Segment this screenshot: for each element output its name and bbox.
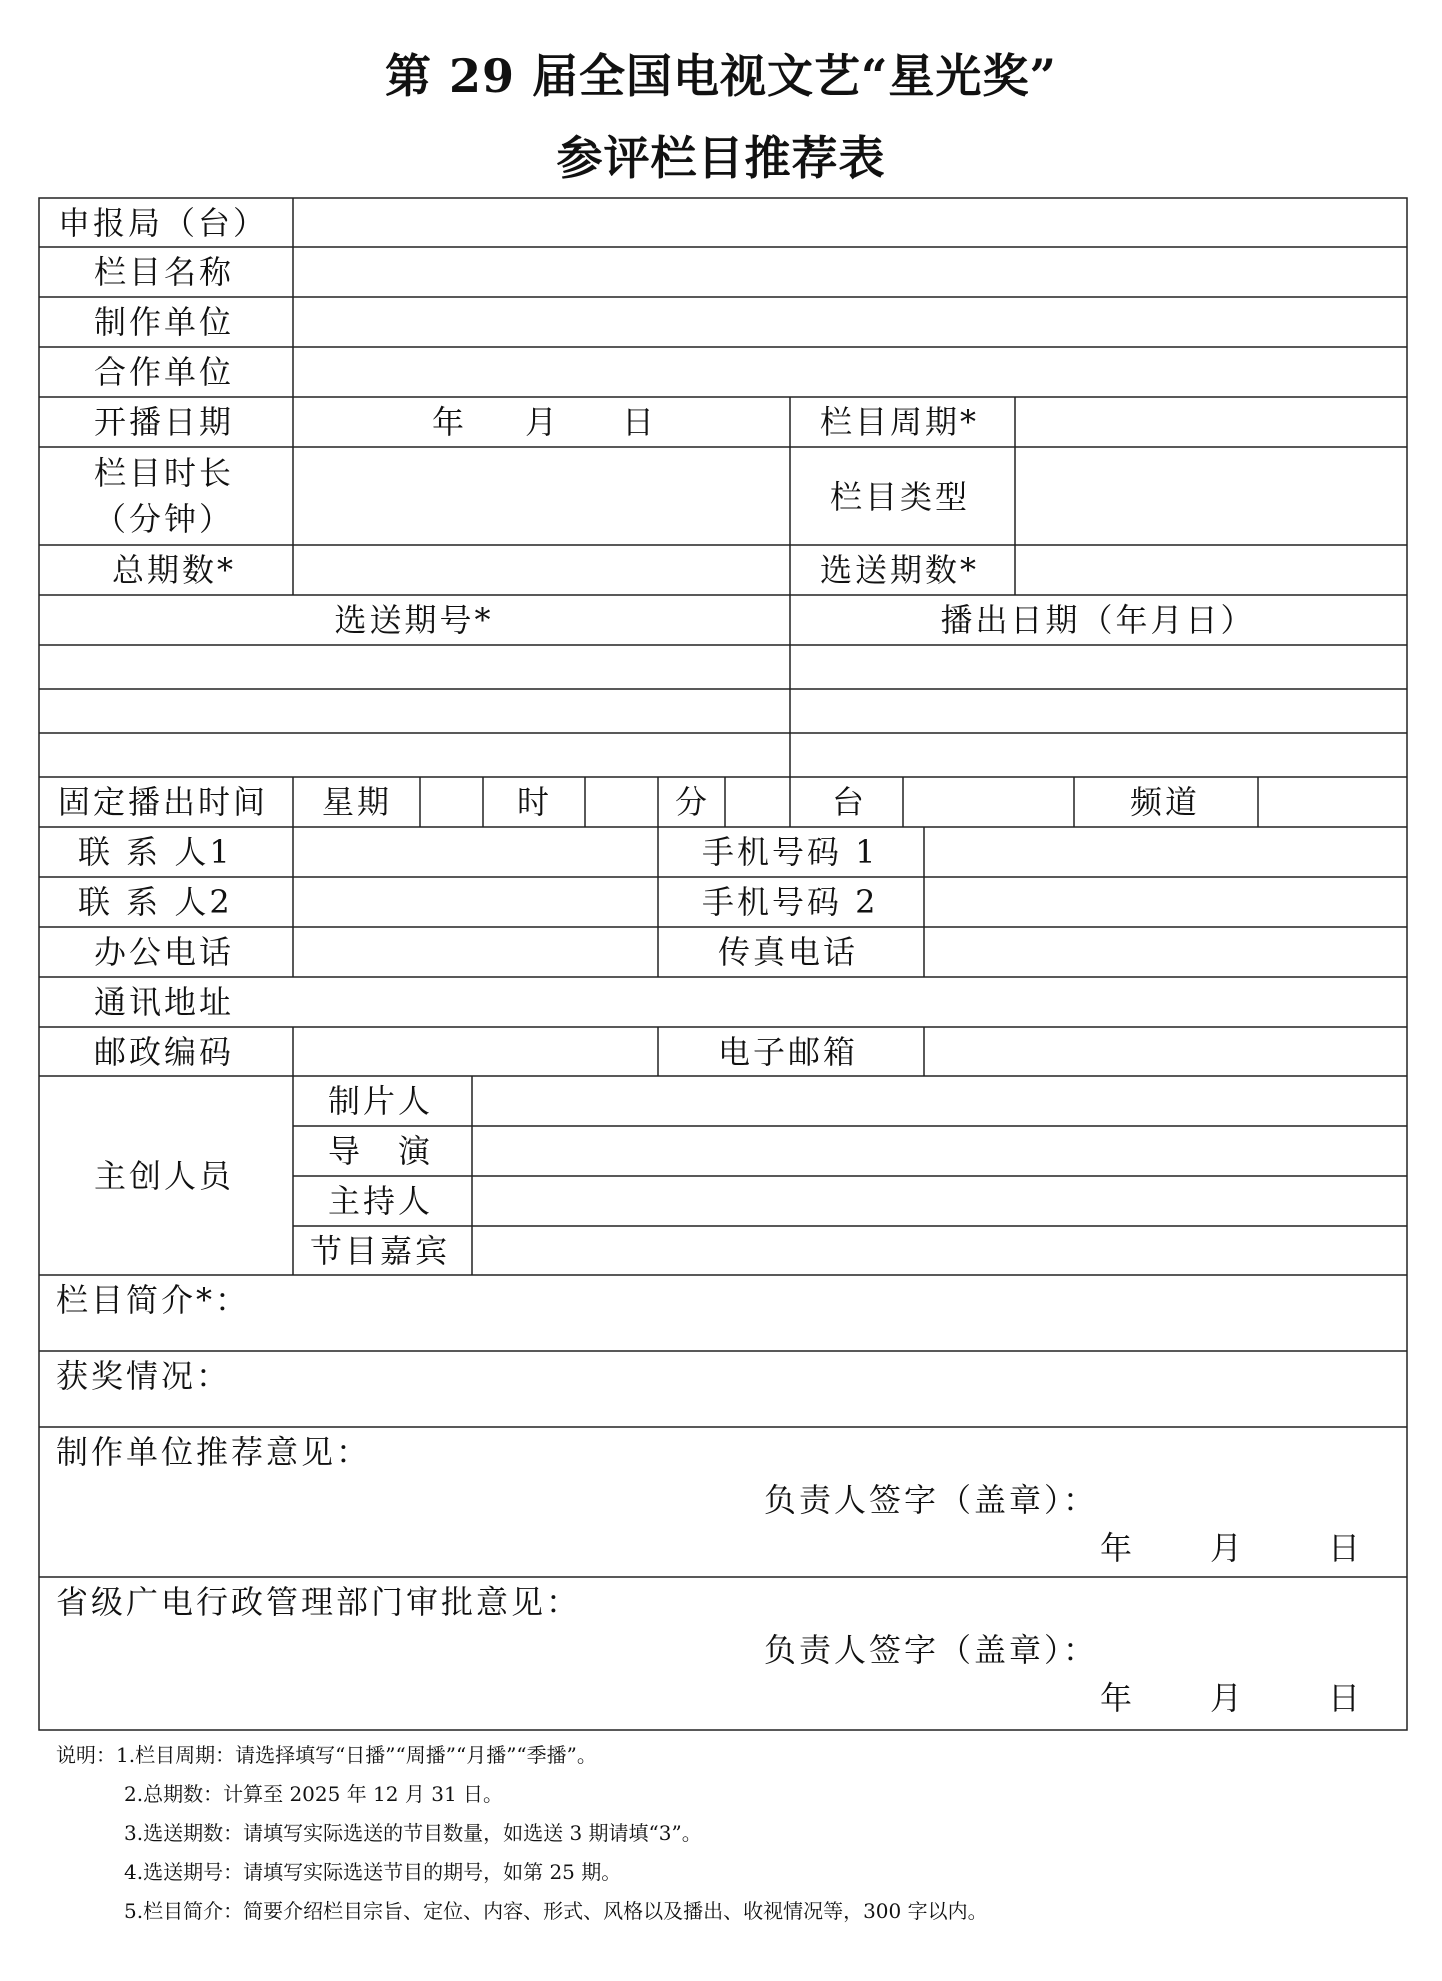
note-2: 2.总期数：计算至 2025 年 12 月 31 日。 [124,1782,504,1806]
label-total-episodes: 总期数* [112,551,237,589]
label-guests: 节目嘉宾 [310,1232,451,1270]
date-day-label: 日 [622,403,658,441]
note-4: 4.选送期号：请填写实际选送节目的期号，如第 25 期。 [124,1860,622,1884]
label-fixed-time: 固定播出时间 [58,783,269,821]
label-postcode: 邮政编码 [94,1033,235,1071]
signature-label-1: 负责人签字（盖章）： [764,1481,1099,1519]
sign-month-2: 月 [1210,1679,1246,1717]
label-contact-1: 联 系 人1 [78,833,233,871]
note-1: 说明：1.栏目周期：请选择填写“日播”“周播”“月播”“季播”。 [56,1743,597,1767]
label-reporting-station: 申报局（台） [58,204,269,242]
date-month-label: 月 [525,403,561,441]
sign-year-2: 年 [1100,1679,1136,1717]
label-main-creators: 主创人员 [94,1157,235,1195]
label-start-date: 开播日期 [94,403,235,441]
header-episode-numbers: 选送期号* [334,601,494,639]
label-provincial-opinion: 省级广电行政管理部门审批意见： [56,1583,582,1621]
label-address: 通讯地址 [94,983,235,1021]
note-3: 3.选送期数：请填写实际选送的节目数量，如选送 3 期请填“3”。 [124,1821,702,1845]
date-year-label: 年 [432,403,468,441]
sign-month-1: 月 [1210,1529,1246,1567]
label-awards: 获奖情况： [56,1357,232,1395]
label-minute: 分 [675,783,711,821]
label-director: 导 演 [328,1132,434,1170]
label-email: 电子邮箱 [718,1033,859,1071]
label-production-unit: 制作单位 [94,303,235,341]
label-contact-2: 联 系 人2 [78,883,233,921]
label-station: 台 [832,783,868,821]
label-producer: 制片人 [328,1082,434,1120]
sign-day-2: 日 [1328,1679,1364,1717]
label-channel: 频道 [1130,783,1201,821]
note-5: 5.栏目简介：简要介绍栏目宗旨、定位、内容、形式、风格以及播出、收视情况等，300 字以内。 [124,1899,988,1923]
label-host: 主持人 [328,1182,434,1220]
label-duration-unit: （分钟） [94,500,235,538]
sign-year-1: 年 [1100,1529,1136,1567]
header-broadcast-date: 播出日期（年月日） [940,601,1256,639]
label-fax: 传真电话 [718,933,859,971]
label-office-phone: 办公电话 [94,933,235,971]
form-title: 第 29 届全国电视文艺“星光奖” [385,49,1057,103]
sign-day-1: 日 [1328,1529,1364,1567]
label-mobile-2: 手机号码 2 [702,883,879,921]
label-submitted-count: 选送期数* [820,551,980,589]
label-column-type: 栏目类型 [830,478,971,516]
label-column-cycle: 栏目周期* [820,403,980,441]
label-partner-unit: 合作单位 [94,353,235,391]
label-weekday: 星期 [322,783,393,821]
label-production-opinion: 制作单位推荐意见： [56,1433,372,1471]
form-subtitle: 参评栏目推荐表 [556,131,886,185]
label-hour: 时 [517,783,553,821]
label-column-intro: 栏目简介*： [56,1281,251,1319]
label-mobile-1: 手机号码 1 [702,833,879,871]
label-column-name: 栏目名称 [94,253,235,291]
label-duration: 栏目时长 [94,454,235,492]
signature-label-2: 负责人签字（盖章）： [764,1631,1099,1669]
